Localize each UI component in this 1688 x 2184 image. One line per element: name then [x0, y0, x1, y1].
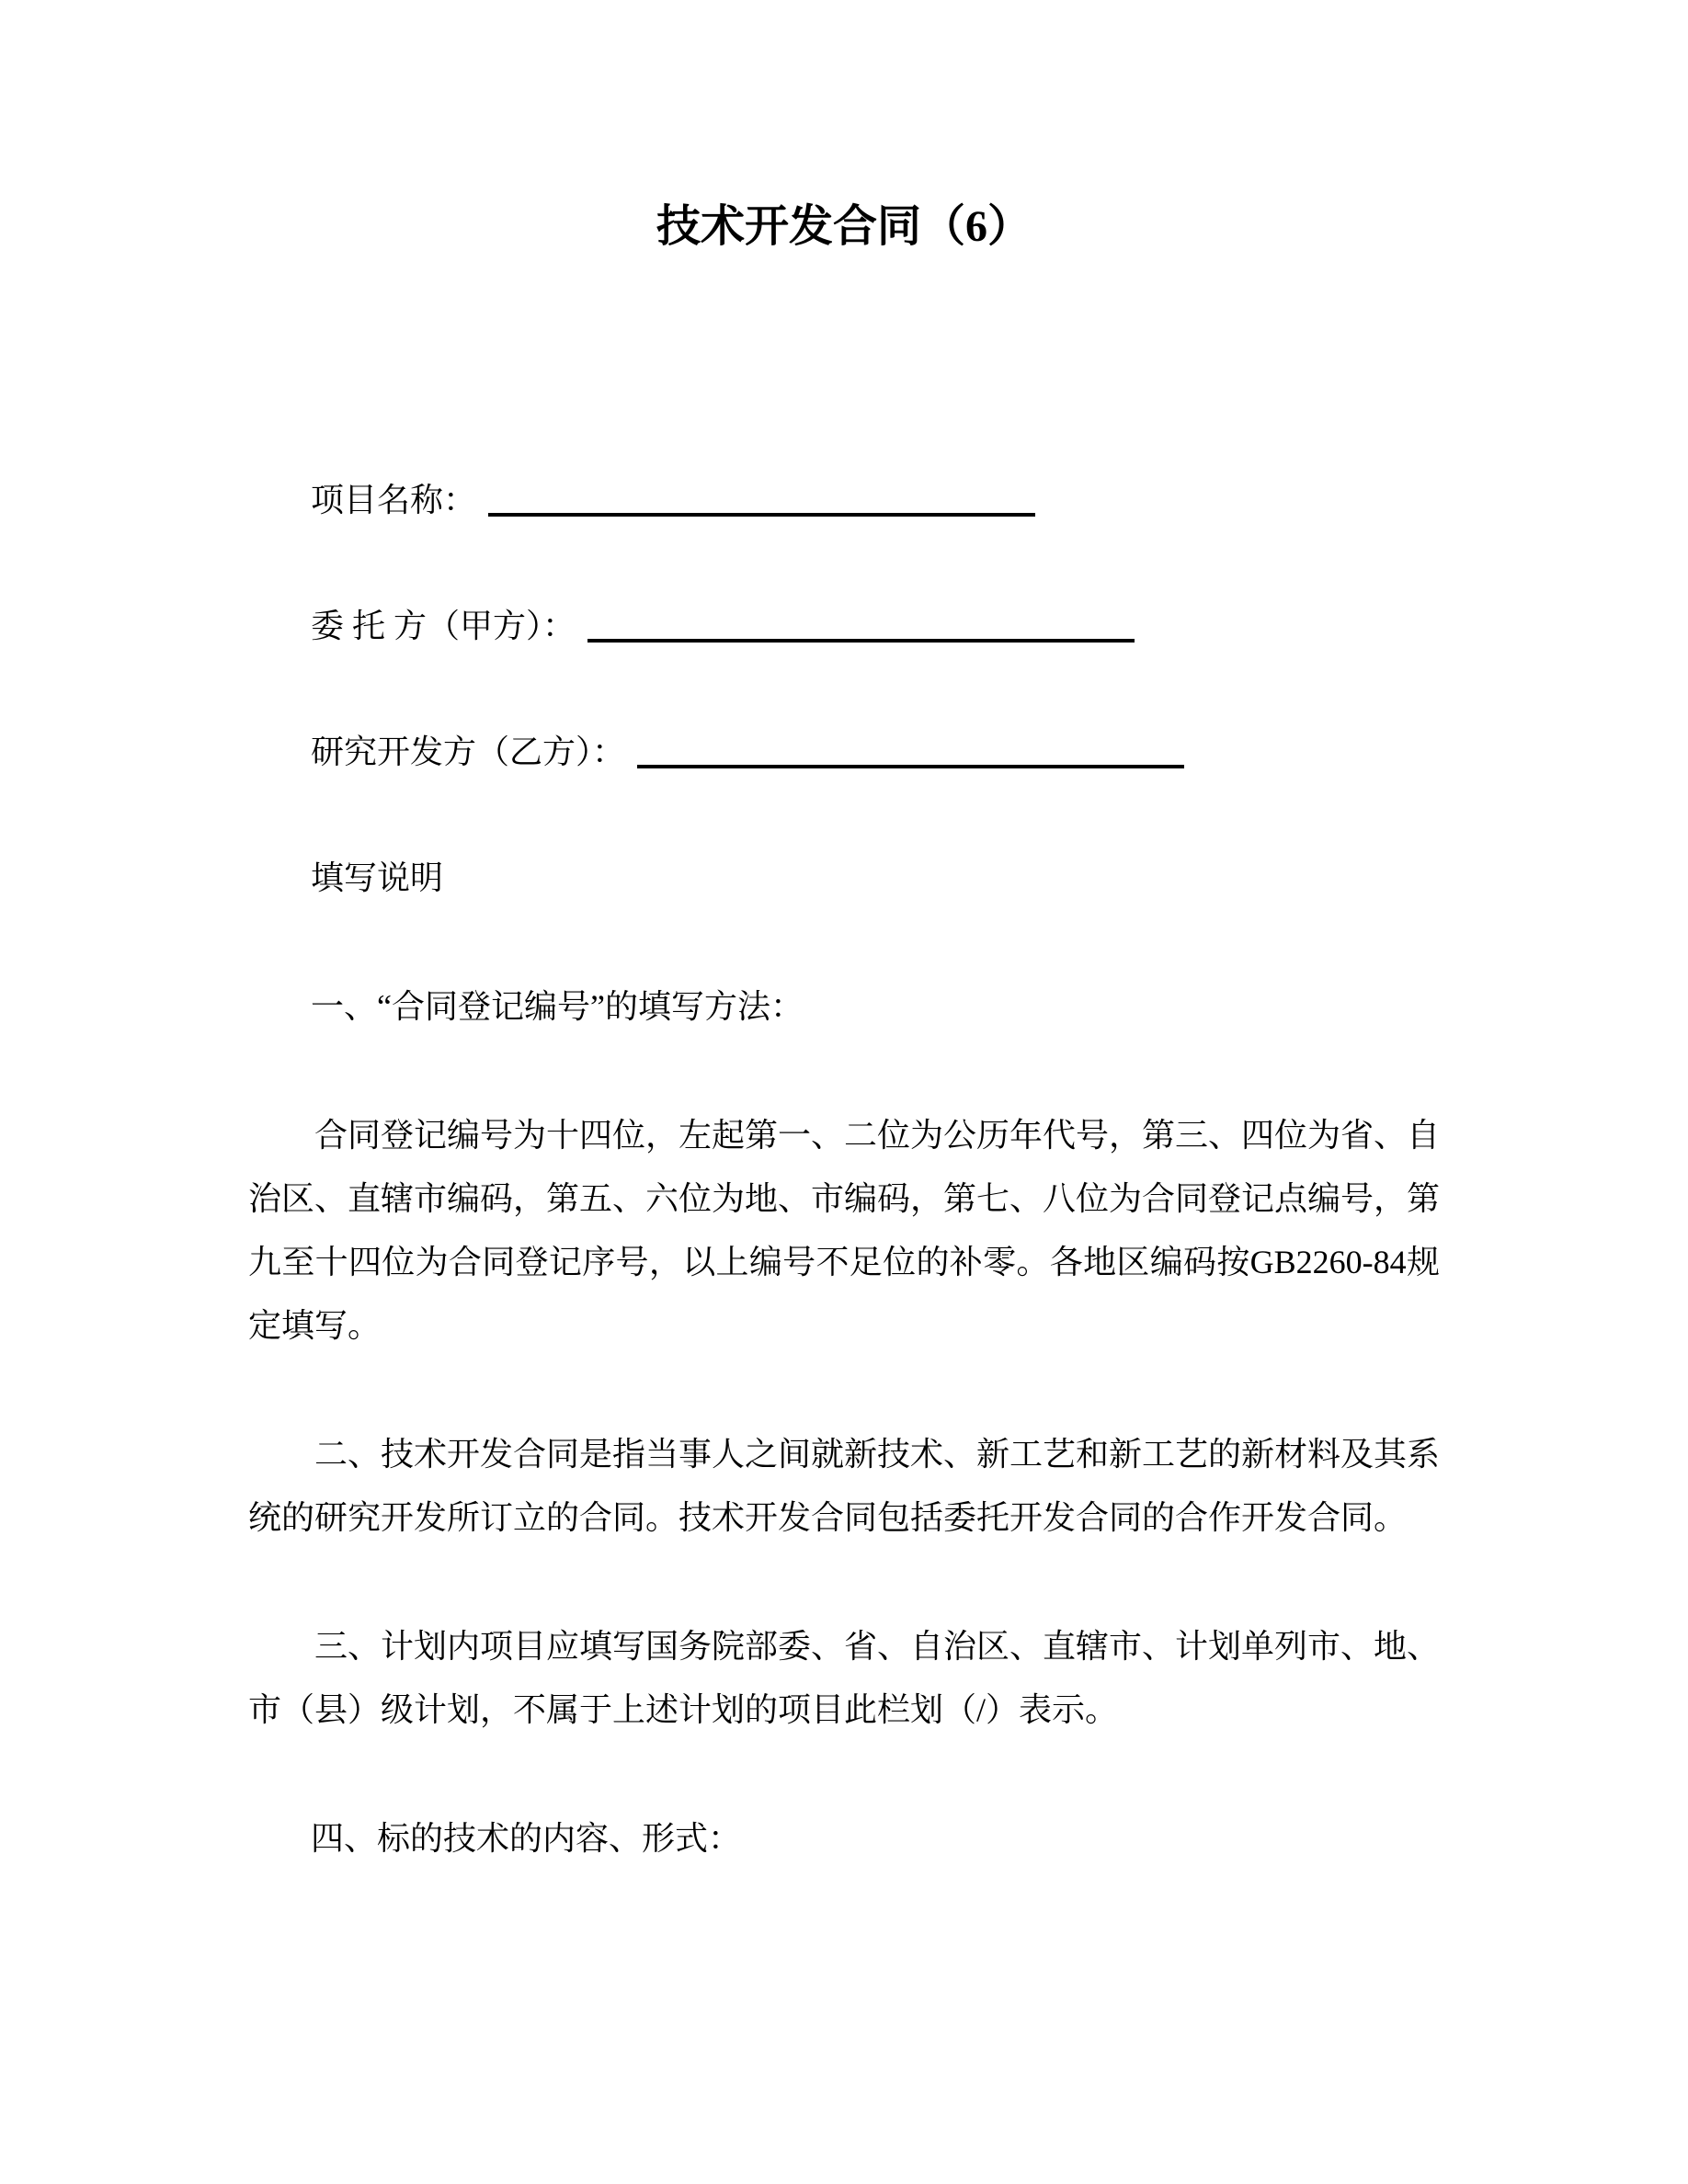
party-a-label: 委 托 方（甲方）：: [311, 608, 576, 644]
party-a-blank: [587, 609, 1135, 643]
party-b-blank: [637, 735, 1184, 768]
project-name-label: 项目名称：: [311, 482, 477, 518]
instruction-item-4: 四、标的技术的内容、形式：: [311, 1820, 742, 1857]
form-field-project-name: [248, 469, 1440, 532]
project-name-blank: [488, 483, 1035, 517]
instructions-heading: 填写说明: [311, 859, 444, 896]
instruction-paragraph-registration-number: 合同登记编号为十四位，左起第一、二位为公历年代号，第三、四位为省、自治区、直辖市编码，第五、六位为地、市编码，第七、八位为合同登记点编号，第九至十四位为合同登记序号，以上编号不足位的补零。各地区编码按GB2260-84规定填写。: [248, 1117, 1441, 1344]
form-field-party-b: [248, 721, 1440, 784]
party-b-label: 研究开发方（乙方）：: [311, 734, 626, 770]
instruction-paragraph-plan: 三、计划内项目应填写国务院部委、省、自治区、直辖市、计划单列市、地、市（县）级计划，不属于上述计划的项目此栏划（/）表示。: [248, 1628, 1441, 1728]
form-field-party-a: [248, 595, 1440, 658]
instruction-paragraph-definition: 二、技术开发合同是指当事人之间就新技术、新工艺和新工艺的新材料及其系统的研究开发所订立的合同。技术开发合同包括委托开发合同的合作开发合同。: [248, 1436, 1441, 1536]
instruction-item-1: 一、“合同登记编号”的填写方法：: [311, 988, 804, 1025]
page-title: 技术开发合同（6）: [656, 202, 1032, 251]
